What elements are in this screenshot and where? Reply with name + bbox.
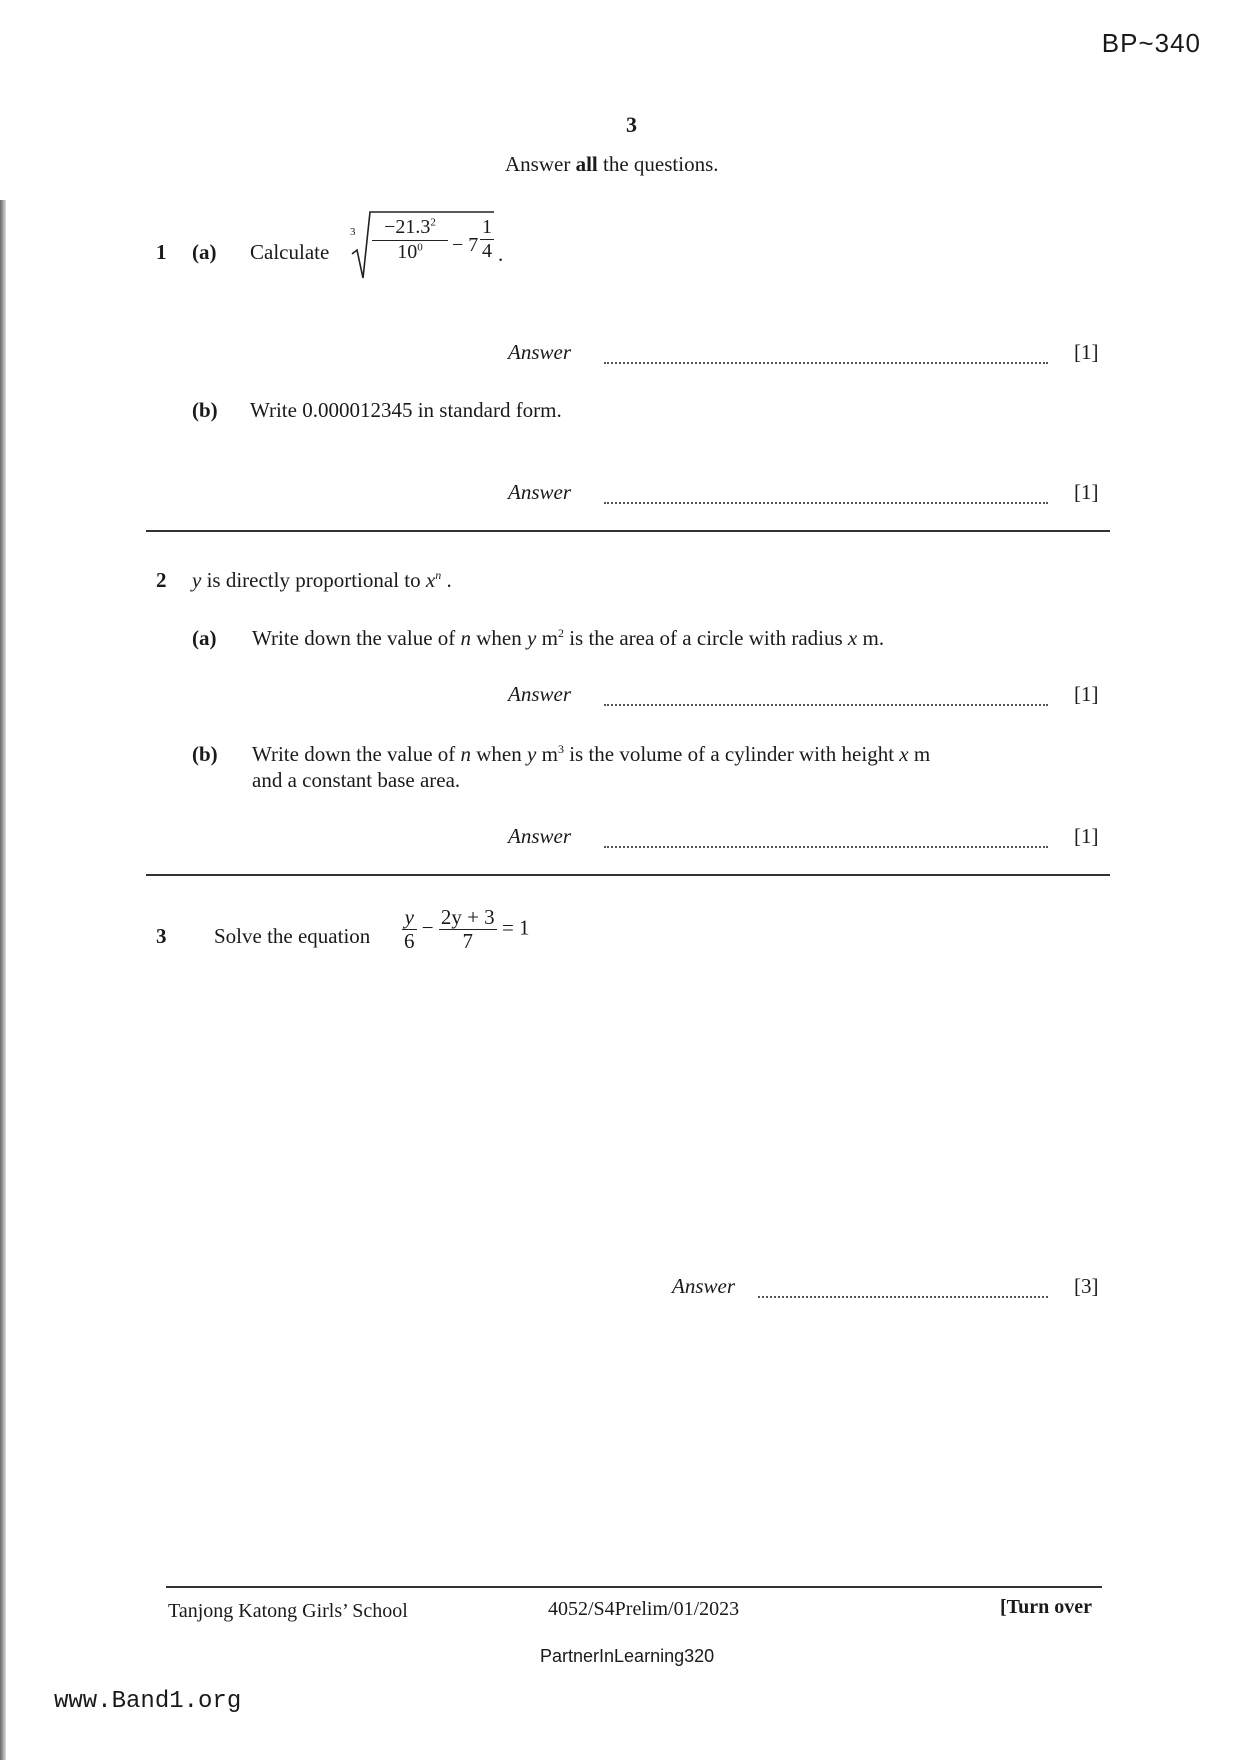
question-2b-text-line-2: and a constant base area. [252, 768, 461, 792]
marks-2a: [1] [1074, 682, 1099, 706]
equation-operator: − [421, 915, 434, 940]
instruction [505, 152, 719, 177]
answer-line-3[interactable] [758, 1296, 1048, 1298]
page-number: 3 [626, 112, 637, 137]
question-3-number: 3 [156, 924, 167, 948]
answer-line-2a[interactable] [604, 704, 1048, 706]
question-1-number: 1 [156, 240, 167, 264]
answer-line-2b[interactable] [604, 846, 1048, 848]
question-2a-text: Write down the value of n when y $m^2$ is the area of a circle with radius x m. [252, 626, 885, 650]
fraction-denominator: $10^0$ [397, 241, 423, 263]
question-1b-text: Write 0.000012345 in standard form. [250, 398, 562, 422]
question-2b-text: Write down the value of n when y $m^3$ is the volume of a cylinder with height x m [252, 742, 931, 766]
section-divider-2 [146, 874, 1110, 876]
marks-3: [3] [1074, 1274, 1099, 1298]
answer-label-1b: Answer [508, 480, 571, 504]
question-2a-label: (a) [192, 626, 217, 650]
footer-partner: PartnerInLearning320 [540, 1646, 715, 1666]
answer-label-1a: Answer [508, 340, 571, 364]
document-stamp: BP~340 [1101, 28, 1201, 58]
instruction-bold: all [575, 152, 598, 176]
question-1a-text: Calculate [250, 240, 330, 264]
question-1a-expression [346, 208, 496, 282]
footer-school: Tanjong Katong Girls’ School [168, 1600, 408, 1622]
equation-fraction-1: $\frac{y}{6}$ [404, 905, 415, 954]
marks-2b: [1] [1074, 824, 1099, 848]
question-3-equation [402, 906, 530, 953]
section-divider-1 [146, 530, 1110, 532]
question-2-stem: y is directly proportional to $x^n$ . [192, 568, 452, 592]
instruction-prefix: Answer [505, 152, 576, 176]
marks-1b: [1] [1074, 480, 1099, 504]
equation-rhs: = 1 [501, 915, 530, 940]
answer-label-2a: Answer [508, 682, 571, 706]
marks-1a: [1] [1074, 340, 1099, 364]
answer-label-3: Answer [672, 1274, 735, 1298]
question-1b-label: (b) [192, 398, 218, 422]
question-1a-label: (a) [192, 240, 217, 264]
answer-label-2b: Answer [508, 824, 571, 848]
question-2-number: 2 [156, 568, 167, 592]
footer-website: www.Band1.org [54, 1688, 242, 1715]
root-index: 3 [350, 226, 356, 238]
answer-line-1a[interactable] [604, 362, 1048, 364]
question-2b-label: (b) [192, 742, 218, 766]
equation-fraction-2: $\frac{2y + 3}{7}$ [440, 905, 495, 954]
scan-edge-shadow [0, 200, 6, 1760]
expression-period: . [498, 242, 504, 266]
question-3-text: Solve the equation [214, 924, 371, 948]
answer-line-1b[interactable] [604, 502, 1048, 504]
footer-turn-over: [Turn over [1000, 1596, 1093, 1618]
instruction-suffix: the questions. [597, 152, 719, 176]
minus-whole: − 7 [452, 234, 479, 256]
footer-paper-code: 4052/S4Prelim/01/2023 [548, 1598, 740, 1620]
fraction-radicand [372, 216, 448, 264]
footer-rule [166, 1586, 1102, 1588]
fraction-numerator: $-21.3^2$ [372, 216, 448, 241]
mixed-fraction: 1 4 [482, 216, 492, 262]
